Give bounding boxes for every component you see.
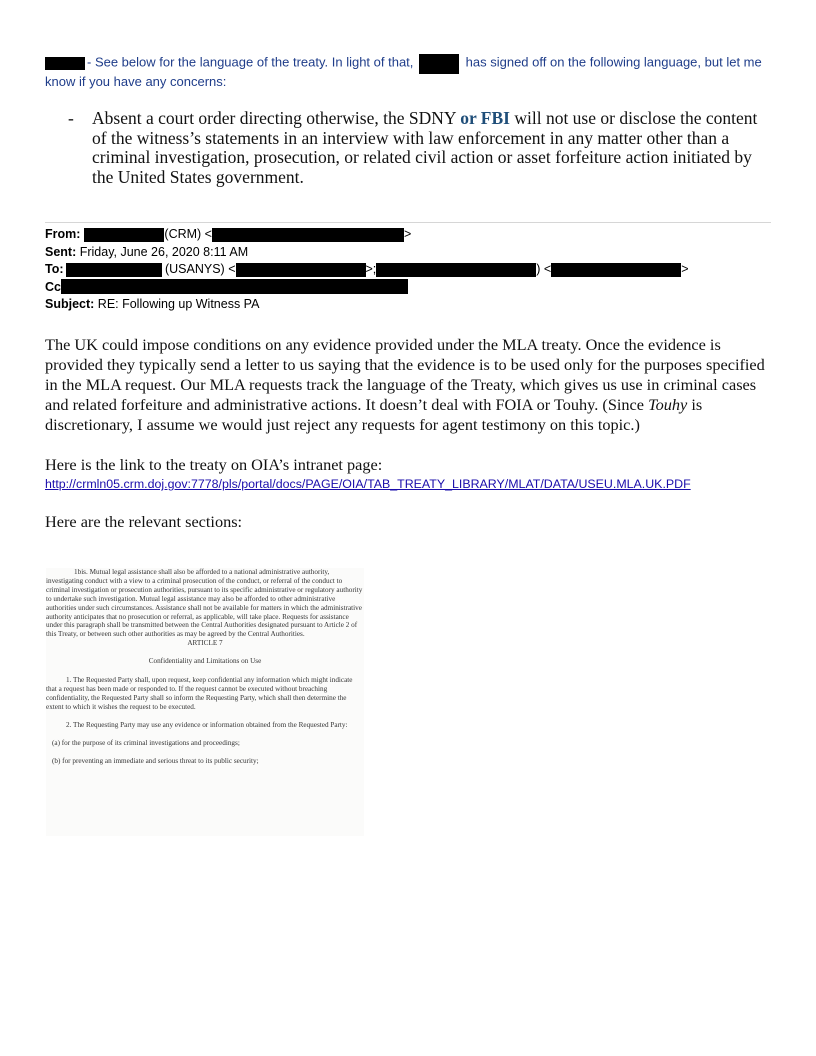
excerpt-para-1bis: 1bis. Mutual legal assistance shall also be afforded to a national administrative authority, investigating conduct with a view to a criminal prosecution of the conduct, or referral of the conduct to criminal investigation or prosecution authorities, pursuant to its specific administrative or regulatory authority to undertake such investigation. Mutual legal assistance may also be afforded to other administrative authorities under such circumstances. Assistance shall not be available for matters in which the administrative authority anticipates that no prosecution or referral, as applicable, will take place. Requests for assistance under this paragraph shall be transmitted between the Central Authorities designated pursuant to Article 2 of this Treaty, or between such other authorities as may be agreed by the Central Authorities. [46,568,363,639]
from-org: (CRM) < [164,227,212,241]
sent-row [45,244,771,262]
redaction-block [84,228,164,242]
bullet-text-a: Absent a court order directing otherwise, the SDNY [92,108,461,128]
bullet-text-b: will not use or disclose the content of the witness’s statements in an interview with law enforcement in any matter other than a criminal investigation, prosecution, or related civil action or asset forfeiture action initiated by the United States government. [92,108,758,187]
email-body [45,335,775,532]
to-sep: >; [365,262,377,276]
body-p1-a: The UK could impose conditions on any evidence provided under the MLA treaty. Once the evidence is provided they typically send a letter to us saying that the evidence is to be used only for the purposes specified in the MLA request. Our MLA requests track the language of the Treaty, which gives us use in criminal cases and related forfeiture and administrative actions. It doesn’t deal with FOIA or Touhy. (Since [45,335,765,414]
bullet-dash: - [68,108,74,128]
to-close: > [681,262,689,276]
body-p1-italic: Touhy [648,395,688,414]
body-p1-b: is discretionary, I assume we would just reject any requests for agent testimony on this topic.) [45,395,703,434]
from-label: From: [45,227,81,241]
body-paragraph-3: Here are the relevant sections: [45,512,243,531]
to-org: (USANYS) < [161,262,236,276]
redaction-block [236,263,366,277]
redaction-block [212,228,404,242]
redaction-block [419,54,459,74]
from-row [45,226,771,244]
sent-value: Friday, June 26, 2020 8:11 AM [76,244,249,259]
redaction-block [551,263,681,277]
to-row [45,261,771,279]
excerpt-article-heading: ARTICLE 7 [187,639,223,648]
intro-text-b: has signed off on the following language, but let me know if you have any concerns: [45,54,762,89]
redaction-block [45,57,85,70]
subject-row [45,296,771,314]
cc-label: Cc [45,279,61,294]
excerpt-article-title: Confidentiality and Limitations on Use [148,657,262,666]
to-mid: ) < [536,262,552,276]
to-label: To: [45,262,64,276]
email-separator [45,222,771,223]
excerpt-para-1: 1. The Requested Party shall, upon request, keep confidential any information which might indicate that a request has been made or responded to. If the request cannot be executed without breaching confidentiality, the Requested Party shall so inform the Requesting Party, which shall then determine the extent to which it wishes the request to be executed. [46,676,353,711]
from-close: > [404,227,412,241]
body-paragraph-1 [45,335,775,435]
treaty-excerpt-image [46,568,364,836]
cc-row [45,279,771,297]
subject-value: RE: Following up Witness PA [94,297,260,311]
treaty-link[interactable]: http://crmln05.crm.doj.gov:7778/pls/portal/docs/PAGE/OIA/TAB_TREATY_LIBRARY/MLAT/DATA/USEU.MLA.UK.PDF [45,477,691,491]
proposed-language-bullet [68,109,768,187]
email-header [45,226,771,314]
redaction-block [61,279,408,294]
bullet-emphasis: or FBI [460,108,510,128]
redaction-block [66,263,162,277]
excerpt-item-b: (b) for preventing an immediate and serious threat to its public security; [52,756,259,765]
intro-text-a: - See below for the language of the treaty. In light of that, [87,54,418,70]
sent-label: Sent: [45,244,77,259]
redaction-block [376,263,536,277]
body-paragraph-2: Here is the link to the treaty on OIA’s intranet page: [45,455,383,474]
excerpt-para-2: 2. The Requesting Party may use any evidence or information obtained from the Requested Party: [66,720,348,729]
excerpt-item-a: (a) for the purpose of its criminal investigations and proceedings; [52,738,240,747]
intro-message [45,53,780,91]
subject-label: Subject: [45,297,95,311]
